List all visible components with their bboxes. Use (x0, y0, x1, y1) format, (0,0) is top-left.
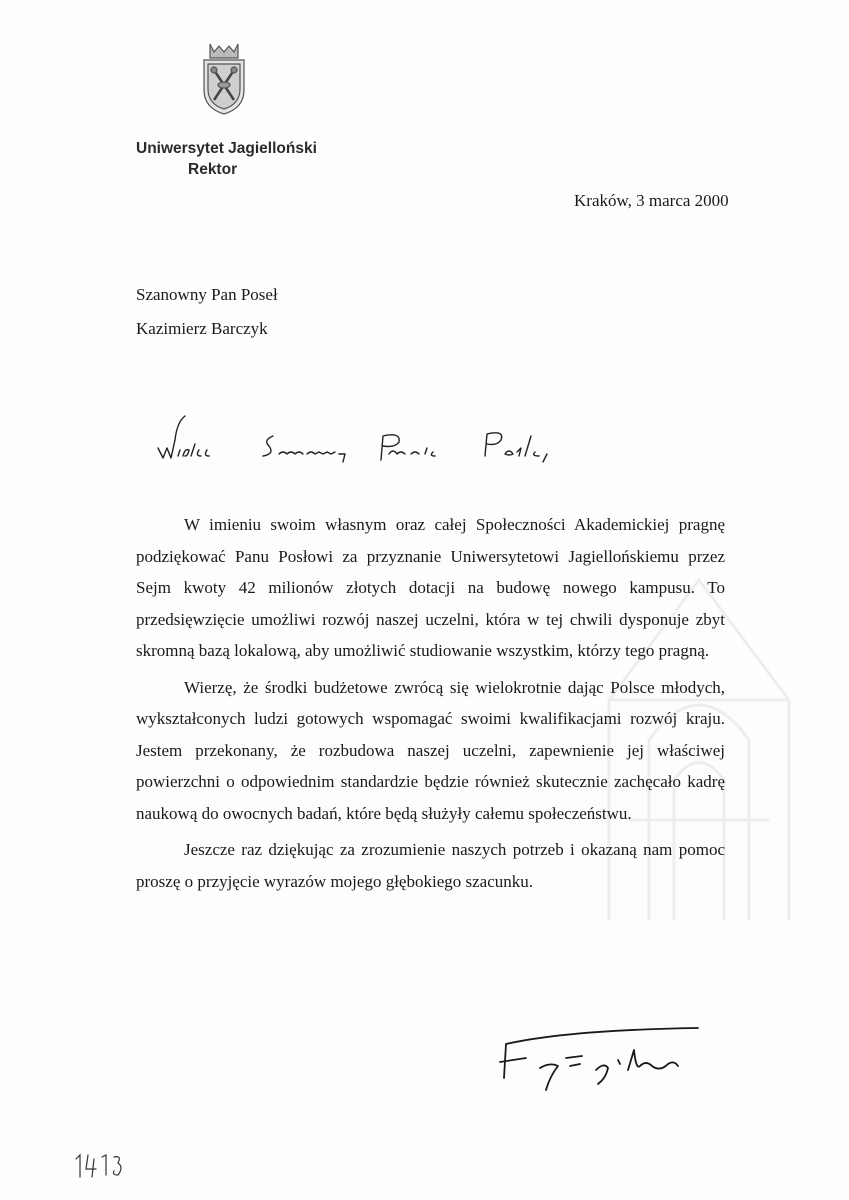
university-crest-icon (200, 42, 248, 116)
body-paragraph-1: W imieniu swoim własnym oraz całej Społeczności Akademickiej pragnę podziękować Panu Posłowi za przyznanie Uniwersytetowi Jagiellońskiemu przez Sejm kwoty 42 milionów złotych dotacji na budowę nowego kampusu. To przedsięwzięcie umożliwi rozwój naszej uczelni, która w tej chwili dysponuje zbyt skromną bazą lokalową, aby umożliwić studiowanie wszystkim, którzy tego pragną. (136, 515, 725, 660)
signature-icon (488, 1018, 708, 1098)
institution-name: Uniwersytet Jagielloński (136, 140, 317, 157)
letter-body (136, 509, 725, 902)
addressee-block (136, 278, 278, 346)
handwritten-margin-note (70, 1145, 130, 1185)
addressee-title: Szanowny Pan Poseł (136, 285, 278, 304)
body-paragraph-2: Wierzę, że środki budżetowe zwrócą się wielokrotnie dając Polsce młodych, wykształconych ludzi gotowych wspomagać swoimi kwalifikacjami rozwój kraju. Jestem przekonany, że rozbudowa naszej uczelni, zapewnienie jej właściwej powierzchni o odpowiednim standardzie będzie również skutecznie zachęcało kadrę naukową do owocnych badań, które będą służyły całemu społeczeństwu. (136, 677, 725, 823)
letterhead (136, 138, 317, 180)
addressee-name: Kazimierz Barczyk (136, 319, 268, 338)
body-paragraph-3: Jeszcze raz dziękując za zrozumienie naszych potrzeb i okazaną nam pomoc proszę o przyjęcie wyrazów mojego głębokiego szacunku. (136, 840, 725, 891)
letter-date: Kraków, 3 marca 2000 (574, 191, 729, 210)
handwritten-salutation (155, 410, 575, 470)
office-title: Rektor (188, 161, 238, 178)
